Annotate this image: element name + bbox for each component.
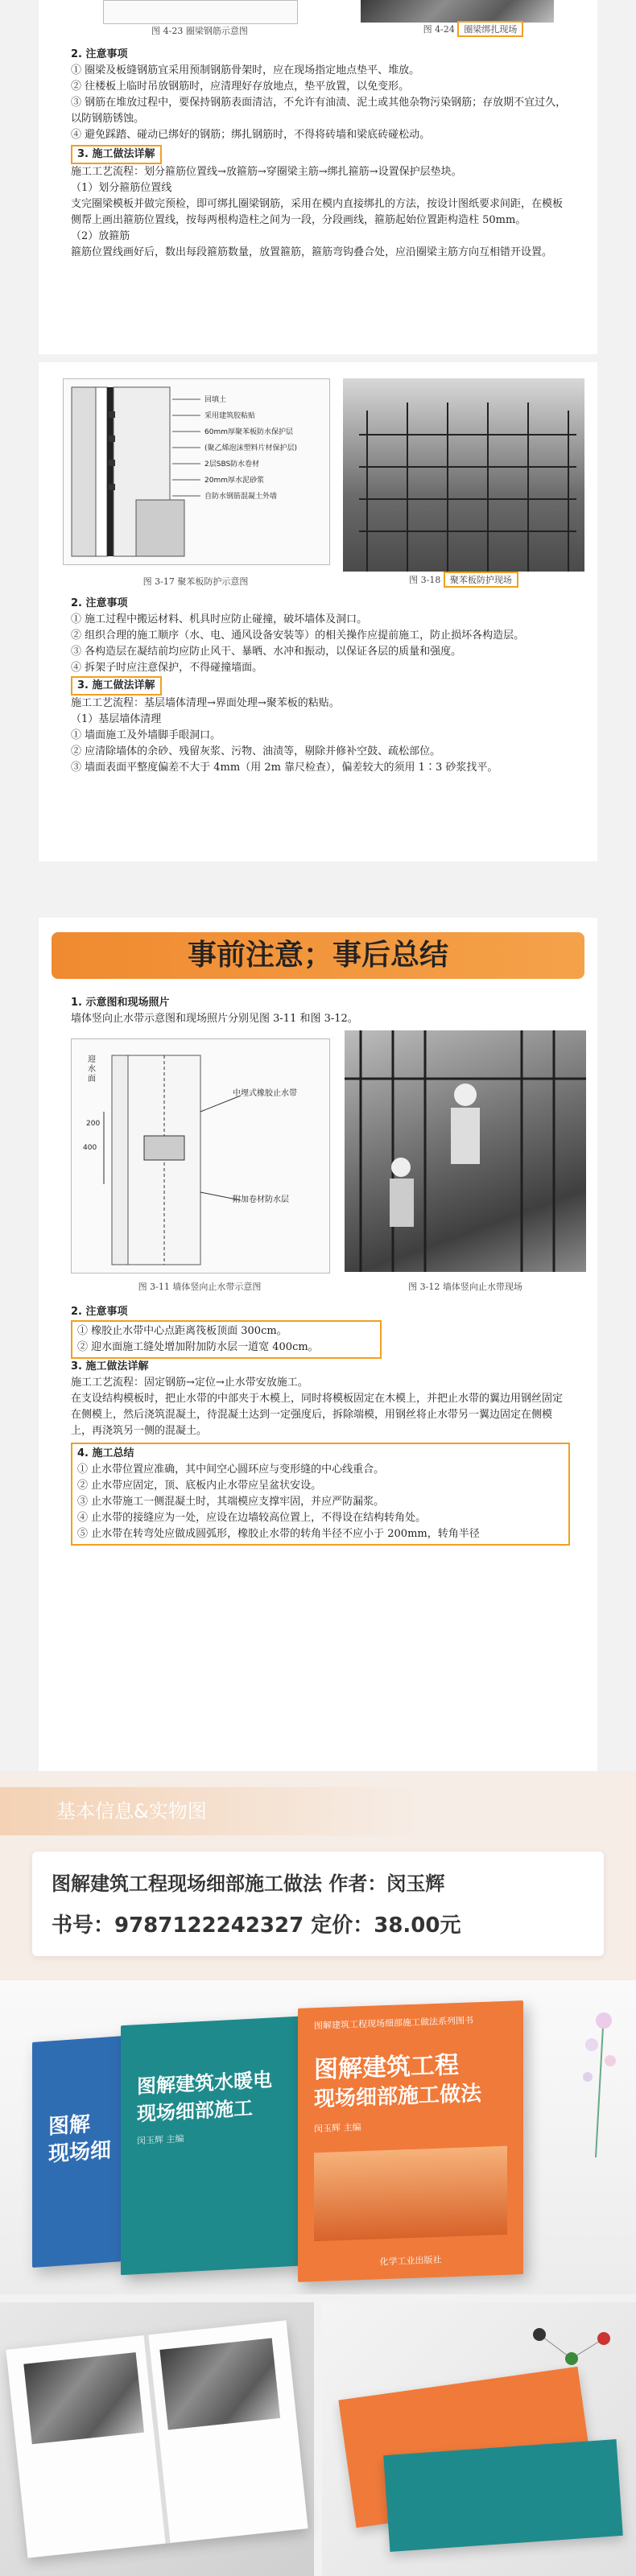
summary-box: [71, 1443, 570, 1546]
section3-intro: [71, 995, 570, 1027]
note-3: ③ 各构造层在凝结前均应防止风干、暴晒、水冲和振动，以保证各层的质量和强度。: [71, 646, 462, 658]
note-1: ① 橡胶止水带中心点距离筏板顶面 300cm。: [77, 1325, 287, 1337]
detail-5: ③ 墙面表面平整度偏差不大于 4mm（用 2m 靠尺检查），偏差较大的须用 1∶3 砂浆找平。: [71, 762, 498, 774]
summary-2: ② 止水带应固定，顶、底板内止水带应呈盆状安设。: [77, 1480, 322, 1492]
info-heading-bar: [0, 1787, 419, 1835]
caption-right: [361, 21, 586, 37]
book-orange-publisher: 化学工业出版社: [379, 2254, 442, 2268]
flower-decoration: [564, 1996, 628, 2157]
notes-heading: 2. 注意事项: [71, 1306, 128, 1318]
workers-svg: [345, 1030, 586, 1272]
note-1: ① 圈梁及板缝钢筋宜采用预制钢筋骨架时，应在现场指定地点垫平、堆放。: [71, 64, 420, 76]
polystyrene-photo: [343, 378, 584, 572]
detail-5: 箍筋位置线画好后，数出每段箍筋数量，放置箍筋，箍筋弯钩叠合处，应沿圈梁主筋方向互相错开设置。: [71, 246, 553, 258]
notes-heading: 2. 注意事项: [71, 597, 128, 609]
label-upstream: 迎水面: [88, 1055, 96, 1084]
detail-3: 支完圈梁模板并做完预检，即可绑扎圈梁钢筋，采用在模内直接绑扎的方法，按设计图纸要求间距，在模板侧帮上画出箍筋位置线，按每两根构造柱之间为一段，分段画线，箍筋起始位置距构造柱 50mm。: [71, 198, 564, 226]
info-isbn-line: 书号：9787122242327 定价：38.00元: [52, 1913, 461, 1938]
caption-right: 图 3-12 墙体竖向止水带现场: [408, 1282, 522, 1292]
legend-item: 回填土: [204, 396, 227, 404]
info-heading: 基本信息&实物图: [56, 1800, 207, 1823]
book-orange: [298, 2000, 523, 2282]
label-dim-200: 200: [86, 1120, 101, 1128]
detail-heading: 3. 施工做法详解: [71, 676, 570, 696]
note-4: ④ 拆架子时应注意保护，不得碰撞墙面。: [71, 662, 263, 674]
detail-2: （1）划分箍筋位置线: [71, 182, 172, 194]
section1-body: [71, 47, 570, 261]
summary-1: ① 止水带位置应准确，其中间空心圆环应与变形缝的中心线重合。: [77, 1463, 385, 1476]
detail-2: 在支设结构模板时，把止水带的中部夹于木模上，同时将模板固定在木模上，并把止水带的翼边用钢丝固定在侧模上，然后浇筑混凝土，待混凝土达到一定强度后，拆除端模，用钢丝将止水带另一翼边固定在侧模上，再浇筑另一侧的混凝土。: [71, 1393, 564, 1437]
book-orange-title: 图解建筑工程 现场细部施工做法: [314, 2050, 482, 2112]
books-photo: [0, 1980, 636, 2294]
legend-item: 自防水钢筋混凝土外墙: [204, 493, 278, 501]
polystyrene-diagram: [63, 378, 330, 565]
legend-item: (聚乙烯泡沫塑料片材保护层): [204, 444, 298, 452]
caption-right-highlight: 圈梁绑扎现场: [457, 21, 523, 37]
section3-body: [71, 1304, 570, 1546]
caption-left: 图 4-23 圈梁钢筋示意图: [151, 26, 248, 36]
book-teal-title: 图解建筑水暖电 现场细部施工: [137, 2068, 272, 2126]
caption-right: [343, 572, 584, 588]
label-rubber-waterstop: 中埋式橡胶止水带: [233, 1089, 297, 1098]
rebar-photo: [361, 0, 554, 23]
legend-item: 2层SBS防水卷材: [204, 460, 260, 469]
info-title-line: 图解建筑工程现场细部施工做法 作者：闵玉辉: [52, 1872, 445, 1895]
summary-5: ⑤ 止水带在转弯处应做成圆弧形，橡胶止水带的转角半径不应小于 200mm，转角半径: [77, 1528, 480, 1540]
note-2: ② 迎水面施工缝处增加附加防水层一道宽 400cm。: [77, 1341, 319, 1353]
flower-svg: [564, 1996, 628, 2157]
label-dim-400: 400: [83, 1144, 97, 1152]
notes-heading: 2. 注意事项: [71, 48, 128, 60]
diagram-legend: [204, 392, 325, 505]
caption-left: 图 3-17 聚苯板防护示意图: [142, 576, 249, 587]
molecule-svg: [523, 2318, 620, 2391]
waterstop-svg: [72, 1039, 329, 1273]
note-2: ② 组织合理的施工顺序（水、电、通风设备安装等）的相关操作应提前施工，防止损坏各构造层。: [71, 630, 525, 642]
caption-right-highlight: 聚苯板防护现场: [444, 572, 518, 588]
label-extra-membrane: 附加卷材防水层: [233, 1195, 289, 1204]
rebar-diagram: [103, 0, 298, 24]
note-3: ③ 钢筋在堆放过程中，要保持钢筋表面清洁，不允许有油渍、泥土或其他杂物污染钢筋；存放期不宜过久，以防钢筋锈蚀。: [71, 97, 567, 125]
summary-4: ④ 止水带的接缝应为一处，应设在边墙较高位置上，不得设在结构转角处。: [77, 1512, 427, 1524]
caption-left: 图 3-11 墙体竖向止水带示意图: [138, 1282, 262, 1292]
detail-1: 施工工艺流程：固定钢筋→定位→止水带安放施工。: [71, 1377, 308, 1389]
detail-2: （1）基层墙体清理: [71, 713, 162, 725]
bottom-photo-left: [0, 2302, 314, 2576]
notes-box: [71, 1320, 382, 1359]
stacked-book-teal: [383, 2439, 623, 2552]
note-2: ② 往楼板上临时吊放钢筋时，应清理好存放地点，垫平放置，以免变形。: [71, 80, 410, 93]
caption-right-num: 图 3-18: [409, 575, 441, 585]
book-blue-title: 图解 现场细: [48, 2112, 112, 2167]
section2-body: [71, 596, 570, 776]
page-section-2: [39, 362, 597, 861]
example-text: 墙体竖向止水带示意图和现场照片分别见图 3-11 和图 3-12。: [71, 1013, 358, 1025]
summary-heading: 4. 施工总结: [77, 1447, 134, 1459]
detail-1: 施工工艺流程：划分箍筋位置线→放箍筋→穿圈梁主筋→绑扎箍筋→设置保护层垫块。: [71, 166, 462, 178]
detail-3: ① 墙面施工及外墙脚手眼洞口。: [71, 729, 221, 741]
note-4: ④ 避免踩踏、碰动已绑好的钢筋；绑扎钢筋时，不得将砖墙和梁底砖碰松动。: [71, 129, 431, 141]
detail-1: 施工工艺流程：基层墙体清理→界面处理→聚苯板的粘贴。: [71, 697, 340, 709]
open-book: [6, 2320, 308, 2557]
page-section-1: [39, 0, 597, 354]
molecule-decoration: [523, 2318, 620, 2391]
book-orange-photo: [314, 2146, 507, 2241]
summary-3: ③ 止水带施工一侧混凝土时，其端模应支撑牢固，并应严防漏浆。: [77, 1496, 385, 1508]
note-1: ① 施工过程中搬运材料、机具时应防止碰撞，破坏墙体及洞口。: [71, 613, 368, 625]
banner-title: 事前注意；事后总结: [52, 932, 584, 979]
book-teal-author: 闵玉辉 主编: [137, 2133, 184, 2147]
legend-item: 60mm厚聚苯板防水保护层: [204, 428, 293, 436]
waterstop-photo: [345, 1030, 586, 1272]
legend-item: 20mm厚水泥砂浆: [204, 477, 264, 485]
page-section-3: [39, 990, 597, 1763]
detail-4: （2）放箍筋: [71, 230, 130, 242]
scaffold-svg: [343, 378, 584, 572]
open-book-image: [23, 2352, 144, 2444]
book-teal: [121, 2016, 314, 2276]
example-heading: 1. 示意图和现场照片: [71, 997, 170, 1009]
bottom-photo-right: [322, 2302, 636, 2576]
book-orange-author: 闵玉辉 主编: [314, 2122, 361, 2135]
info-card: [32, 1852, 604, 1956]
book-orange-series: 图解建筑工程现场细部施工做法系列图书: [314, 2015, 473, 2032]
detail-4: ② 应清除墙体的余砂、残留灰浆、污物、油渍等，剔除并修补空鼓、疏松部位。: [71, 745, 441, 758]
waterstop-diagram: [71, 1038, 330, 1274]
caption-right-num: 图 4-24: [423, 24, 455, 35]
detail-heading: 3. 施工做法详解: [71, 145, 570, 164]
open-book-image: [159, 2338, 280, 2429]
detail-heading: 3. 施工做法详解: [71, 1360, 149, 1373]
legend-item: 采用建筑胶粘贴: [204, 412, 256, 420]
